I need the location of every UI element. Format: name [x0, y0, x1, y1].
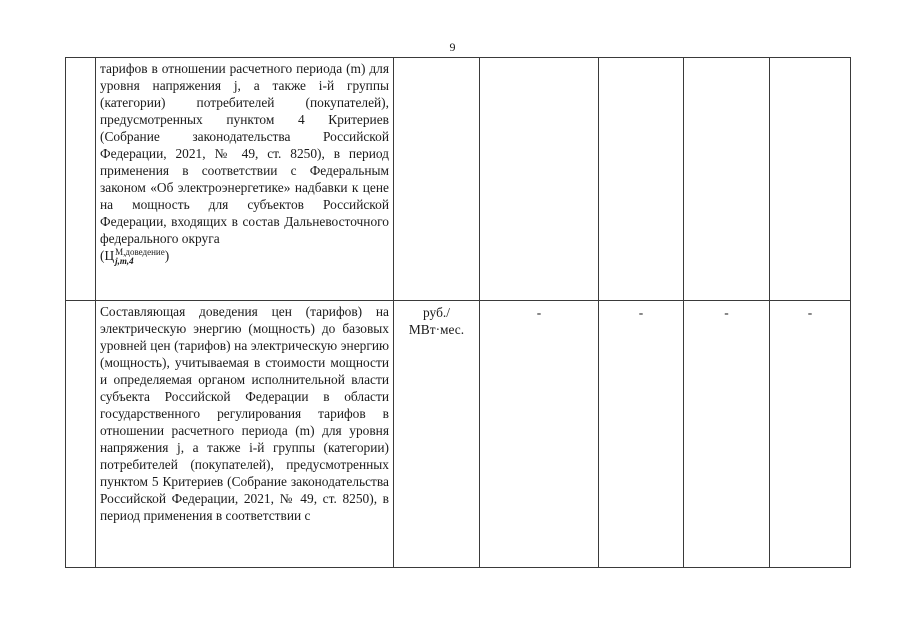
- value-cell-4: [770, 58, 851, 301]
- description-cell: Составляющая доведения цен (тарифов) на электрическую энергию (мощность) до базовых уровней цен (тарифов) на электрическую энергию (мощность), учитываемая в стоимости мощности и определяемая органом исполнительной власти субъекта Российской Федерации в области государственного регулирования тарифов в отношении расчетного периода (m) для уровня напряжения j, а также i-й группы (категории) потребителей (покупателей), предусмотренных пунктом 5 Критериев (Собрание законодательства Российской Федерации, 2021, № 49, ст. 8250), в период применения в соответствии с: [96, 301, 394, 568]
- value-cell-2: -: [599, 301, 684, 568]
- tariff-formula: [100, 246, 170, 266]
- formula-subscript: j,m,4: [115, 255, 134, 266]
- row-number-cell: [66, 58, 96, 301]
- tariff-table: [65, 57, 851, 568]
- value-cell-4: -: [770, 301, 851, 568]
- value-cell-1: -: [480, 301, 599, 568]
- value-cell-1: [480, 58, 599, 301]
- formula-open-paren: (: [100, 248, 105, 263]
- unit-cell: [394, 58, 480, 301]
- value-cell-3: [684, 58, 770, 301]
- description-text: тарифов в отношении расчетного периода (m) для уровня напряжения j, а также i-й группы (категории) потребителей (покупателей), предусмотренных пунктом 4 Критериев (Собрание законодательства Российской Федерации, 2021, № 49, ст. 8250), в период применения в соответствии с Федеральным законом «Об электроэнергетике» надбавки к цене на мощность для субъектов Российской Федерации, входящих в состав Дальневосточного федерального округа: [100, 61, 389, 246]
- value-cell-2: [599, 58, 684, 301]
- table-row: [66, 58, 851, 301]
- row-number-cell: [66, 301, 96, 568]
- formula-superscript: М,доведение: [115, 246, 165, 257]
- description-cell: [96, 58, 394, 301]
- value-cell-3: -: [684, 301, 770, 568]
- table-row: [66, 301, 851, 568]
- unit-cell: руб./ МВт·мес.: [394, 301, 480, 568]
- formula-close-paren: ): [164, 248, 170, 263]
- page-number: 9: [449, 40, 456, 54]
- formula-symbol: Ц: [104, 248, 115, 263]
